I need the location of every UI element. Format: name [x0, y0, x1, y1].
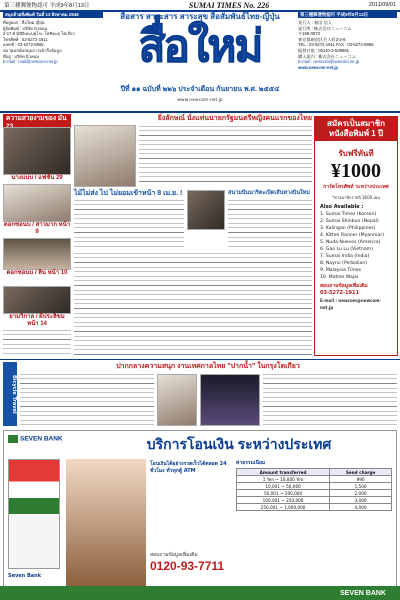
- fee-cell: 2,000: [330, 490, 392, 497]
- story2-photo: [187, 190, 225, 230]
- promo-list-item: 9. Malaysia Times: [320, 268, 362, 273]
- promo-list: [315, 201, 397, 281]
- header-left-bar: สนุกด้วยสิ่งพิมพ์ วันที่ 13 สิงหาคม 2546: [3, 12, 103, 18]
- story2-head: ไม้ไม่ส่ง ไป ไม่ยอมเข้าหน้า 8 เม.ย. !: [74, 190, 183, 197]
- ad-call-label: สอบถามข้อมูลเพิ่มเติม: [150, 552, 198, 558]
- story1-text: [139, 126, 312, 186]
- header-left-line: ที่อยู่ออก : สื่อใหม่ ญี่ปุ่น: [3, 20, 45, 25]
- header-left-line: ผู้จัดพิมพ์ : บริษัท นิวคอม: [3, 25, 48, 31]
- header-right-line: TEL : 03-5272-1911 FAX : 03-5272-8965: [298, 42, 374, 48]
- table-row: [237, 476, 392, 483]
- fee-cell: 990: [330, 476, 392, 483]
- table-row: [237, 497, 392, 504]
- table-row: [237, 490, 392, 497]
- header-right-info: [298, 12, 397, 110]
- ad-person-photo: [66, 459, 146, 589]
- ad-left-brand: Seven Bank: [8, 573, 42, 579]
- issue-line: ปีที่ ๑๑ ฉบับที่ ๒๒๖ ประจำเดือน กันยายน พ.ศ. ๒๕๕๔: [120, 86, 280, 93]
- promo-list-item: 10. Matres Wajai: [320, 275, 359, 280]
- masthead-website[interactable]: www.newcom-net.jp: [177, 98, 223, 103]
- header-left-line: ที่อยู่ : บริษัท นิวคอม: [3, 53, 40, 59]
- footer-brand: SEVEN BANK: [340, 589, 386, 597]
- table-row: [237, 483, 392, 490]
- story3-head: สนามบินนาริตะเปิดเส้นทางบินใหม่: [228, 190, 310, 196]
- event-vertical-label: Bicycle Travel: [3, 362, 17, 426]
- story3-head-wrap: [228, 189, 312, 199]
- ad-fee-title: ค่าธรรมเนียม: [236, 460, 266, 466]
- promo-list-item: 1. Sumai Times (Korean): [320, 212, 377, 217]
- event-text-1: [20, 374, 154, 426]
- top-bar-center: SUMAI TIMES No. 226: [188, 0, 270, 10]
- fee-cell: 250,001 ~ 1,000,000: [237, 504, 330, 511]
- promo-head: สมัครเป็นสมาชิก หนังสือพิมพ์ 1 ปี: [315, 117, 397, 141]
- story1-head-wrap: [74, 114, 312, 124]
- promo-list-item: 8. Nayrvi (Perbalian): [320, 261, 368, 266]
- event-photo-2: [200, 374, 260, 426]
- promo-call: [315, 281, 397, 313]
- ad-promo-text: โอนเงินได้อย่างรวดเร็วได้ตลอด 24 ชั่วโมง ทั่วทุกตู้ ATM: [150, 461, 227, 474]
- promo-yen-amount: ¥1000: [331, 160, 381, 182]
- promo-note: *ค่าสมาชิกรายปี 3600 เยน: [332, 195, 380, 200]
- event-rule: [0, 359, 400, 360]
- fee-cell: 10,001 ~ 50,000: [237, 483, 330, 490]
- fee-cell: 100,001 ~ 250,000: [237, 497, 330, 504]
- ad-call: [150, 551, 310, 573]
- main-text-block: [74, 253, 312, 356]
- table-row: [237, 504, 392, 511]
- promo-list-item: 3. Kalingan (Philippines): [320, 226, 376, 231]
- header-left-info: [3, 12, 103, 110]
- ad-brand: [8, 435, 63, 443]
- story2-head-wrap: [74, 189, 184, 199]
- left-photo-1: [3, 127, 71, 175]
- fee-cell: 50,001 ~ 100,000: [237, 490, 330, 497]
- header-left-line: โทรศัพท์ : 03-5272-1911: [3, 36, 48, 42]
- header-right-web[interactable]: www.newcom-net.jp: [298, 64, 339, 70]
- story1-head: ยิ่งลักษณ์ นั่งแท่นนายกรัฐมนตรีหญิงคนแรกของไทย: [157, 115, 312, 122]
- promo-email[interactable]: E-mail : newcom@newcom-net.jp: [320, 298, 382, 310]
- ad-fee-table-wrap: [236, 459, 392, 511]
- header-left-line: สมาคมสนับสนุนการเข้าถึงข้อมูล: [3, 47, 62, 53]
- seven-bank-ad[interactable]: [3, 430, 397, 596]
- header-right-line: 振替口座 : 00140-3-539881: [298, 47, 349, 53]
- header-right-email[interactable]: E-mail : newcom@newcom.ne.jp: [298, 59, 360, 65]
- promo-list-item: 5. Nuda Nuevos (America): [320, 240, 381, 245]
- header-left-email[interactable]: E-mail : mail@newcom-net.jp: [3, 59, 58, 65]
- header-right-line: 購入案内 : 株式会社ニューコム: [298, 53, 356, 59]
- header-right-line: 発行人 : 春田 信人: [298, 20, 332, 25]
- ad-brand-text: SEVEN BANK: [20, 435, 63, 443]
- ad-fee-table: [236, 468, 392, 511]
- top-bar: [0, 0, 400, 10]
- left-photo-3: [3, 238, 71, 270]
- promo-list-item: 4. Kitten Ranner (Myanmar): [320, 233, 385, 238]
- header-left-line: แฟกซ์ : 03-5272-8965: [3, 42, 44, 48]
- event-text-2: [263, 374, 397, 426]
- promo-list-item: 6. Gao Lu Lu (Vietnam): [320, 247, 373, 252]
- footer-bar: [0, 586, 400, 600]
- promo-list-item: 7. Sumai India (India): [320, 254, 370, 259]
- fee-cell: 4,000: [330, 504, 392, 511]
- ad-brand-logo: [8, 435, 63, 443]
- ad-title-wrap: [84, 433, 394, 455]
- fee-header: Amount transferred: [237, 469, 330, 476]
- top-bar-right: 2011/09/01: [368, 2, 396, 8]
- story3-text: [228, 200, 312, 250]
- promo-phone[interactable]: 03-5272-1911: [320, 290, 359, 296]
- fee-cell: 1,500: [330, 483, 392, 490]
- fee-cell: 1 Yen ~ 10,000 Yen: [237, 476, 330, 483]
- masthead: [104, 12, 296, 84]
- seven-bank-logo-icon: [8, 435, 18, 443]
- header-right-line: 東京都新宿区百人町2-2-6: [298, 36, 346, 42]
- header-left-line: 2-17-8 นิชิอิเคะบุคุโระ โทชิมะคุ โตเกียว: [3, 31, 75, 37]
- story1-photo: [74, 125, 136, 187]
- left-photo-4: [3, 286, 71, 314]
- top-bar-left: 第三種郵便物認可 平成9年8月13日: [4, 3, 90, 9]
- header-right-bar: 第三種郵便物認可 平成9年8月13日: [298, 12, 397, 18]
- left-col-text: [3, 330, 71, 356]
- promo-sub: การ์ดโทรศัพท์ ระหว่างประเทศ: [323, 184, 389, 190]
- fee-cell: 3,000: [330, 497, 392, 504]
- promo-list-item: 2. Sumai Shinbun (Nepal): [320, 219, 379, 224]
- promo-call-label: สอบถามข้อมูลเพิ่มเติม: [320, 283, 368, 289]
- left-caption-2: ดอกซอนบ / สาวมาก หน้า 9: [3, 222, 71, 235]
- header-rule: [0, 111, 400, 113]
- header-right-line: 〒169-0073: [298, 31, 320, 37]
- left-caption-3: ดอกซอนบ / ลิน หน้า 10: [3, 270, 71, 277]
- ad-tel[interactable]: 0120-93-7711: [150, 559, 225, 573]
- left-col-head-text: ความสวยงามของ มัน: [3, 114, 71, 132]
- left-caption-4: ยามวิกาล / ผีประลิขม หน้า 14: [3, 314, 71, 328]
- masthead-tagline: สื่อสาร สาระสาร สาระสุข สื่อสัมพันธ์ไทย-ญี่ปุ่น: [120, 12, 280, 21]
- promo-list-title: Also Available :: [320, 204, 364, 210]
- left-col-head: [3, 114, 71, 126]
- masthead-title: สื่อใหม่: [138, 21, 262, 72]
- ad-store-image: [8, 459, 60, 569]
- fee-header: Send charge: [330, 469, 392, 476]
- header-right-line: 発行所 : 株式会社ニューコム: [298, 25, 352, 31]
- promo-free-label: รับฟรีทันที: [338, 149, 374, 158]
- left-photo-2: [3, 184, 71, 222]
- subscription-promo[interactable]: [314, 116, 398, 356]
- ad-title: บริการโอนเงิน ระหว่างประเทศ: [146, 436, 332, 452]
- story2-text: [74, 200, 184, 250]
- event-photo-1: [157, 374, 197, 426]
- event-head: ปากกลางความสนุก งานเทศกาลไทย "ปากน้ำ" ในกรุงโตเกียว: [116, 363, 300, 370]
- event-head-wrap: [20, 362, 396, 372]
- left-caption-1: นางแบบ / แฟชั่น 29: [3, 175, 71, 182]
